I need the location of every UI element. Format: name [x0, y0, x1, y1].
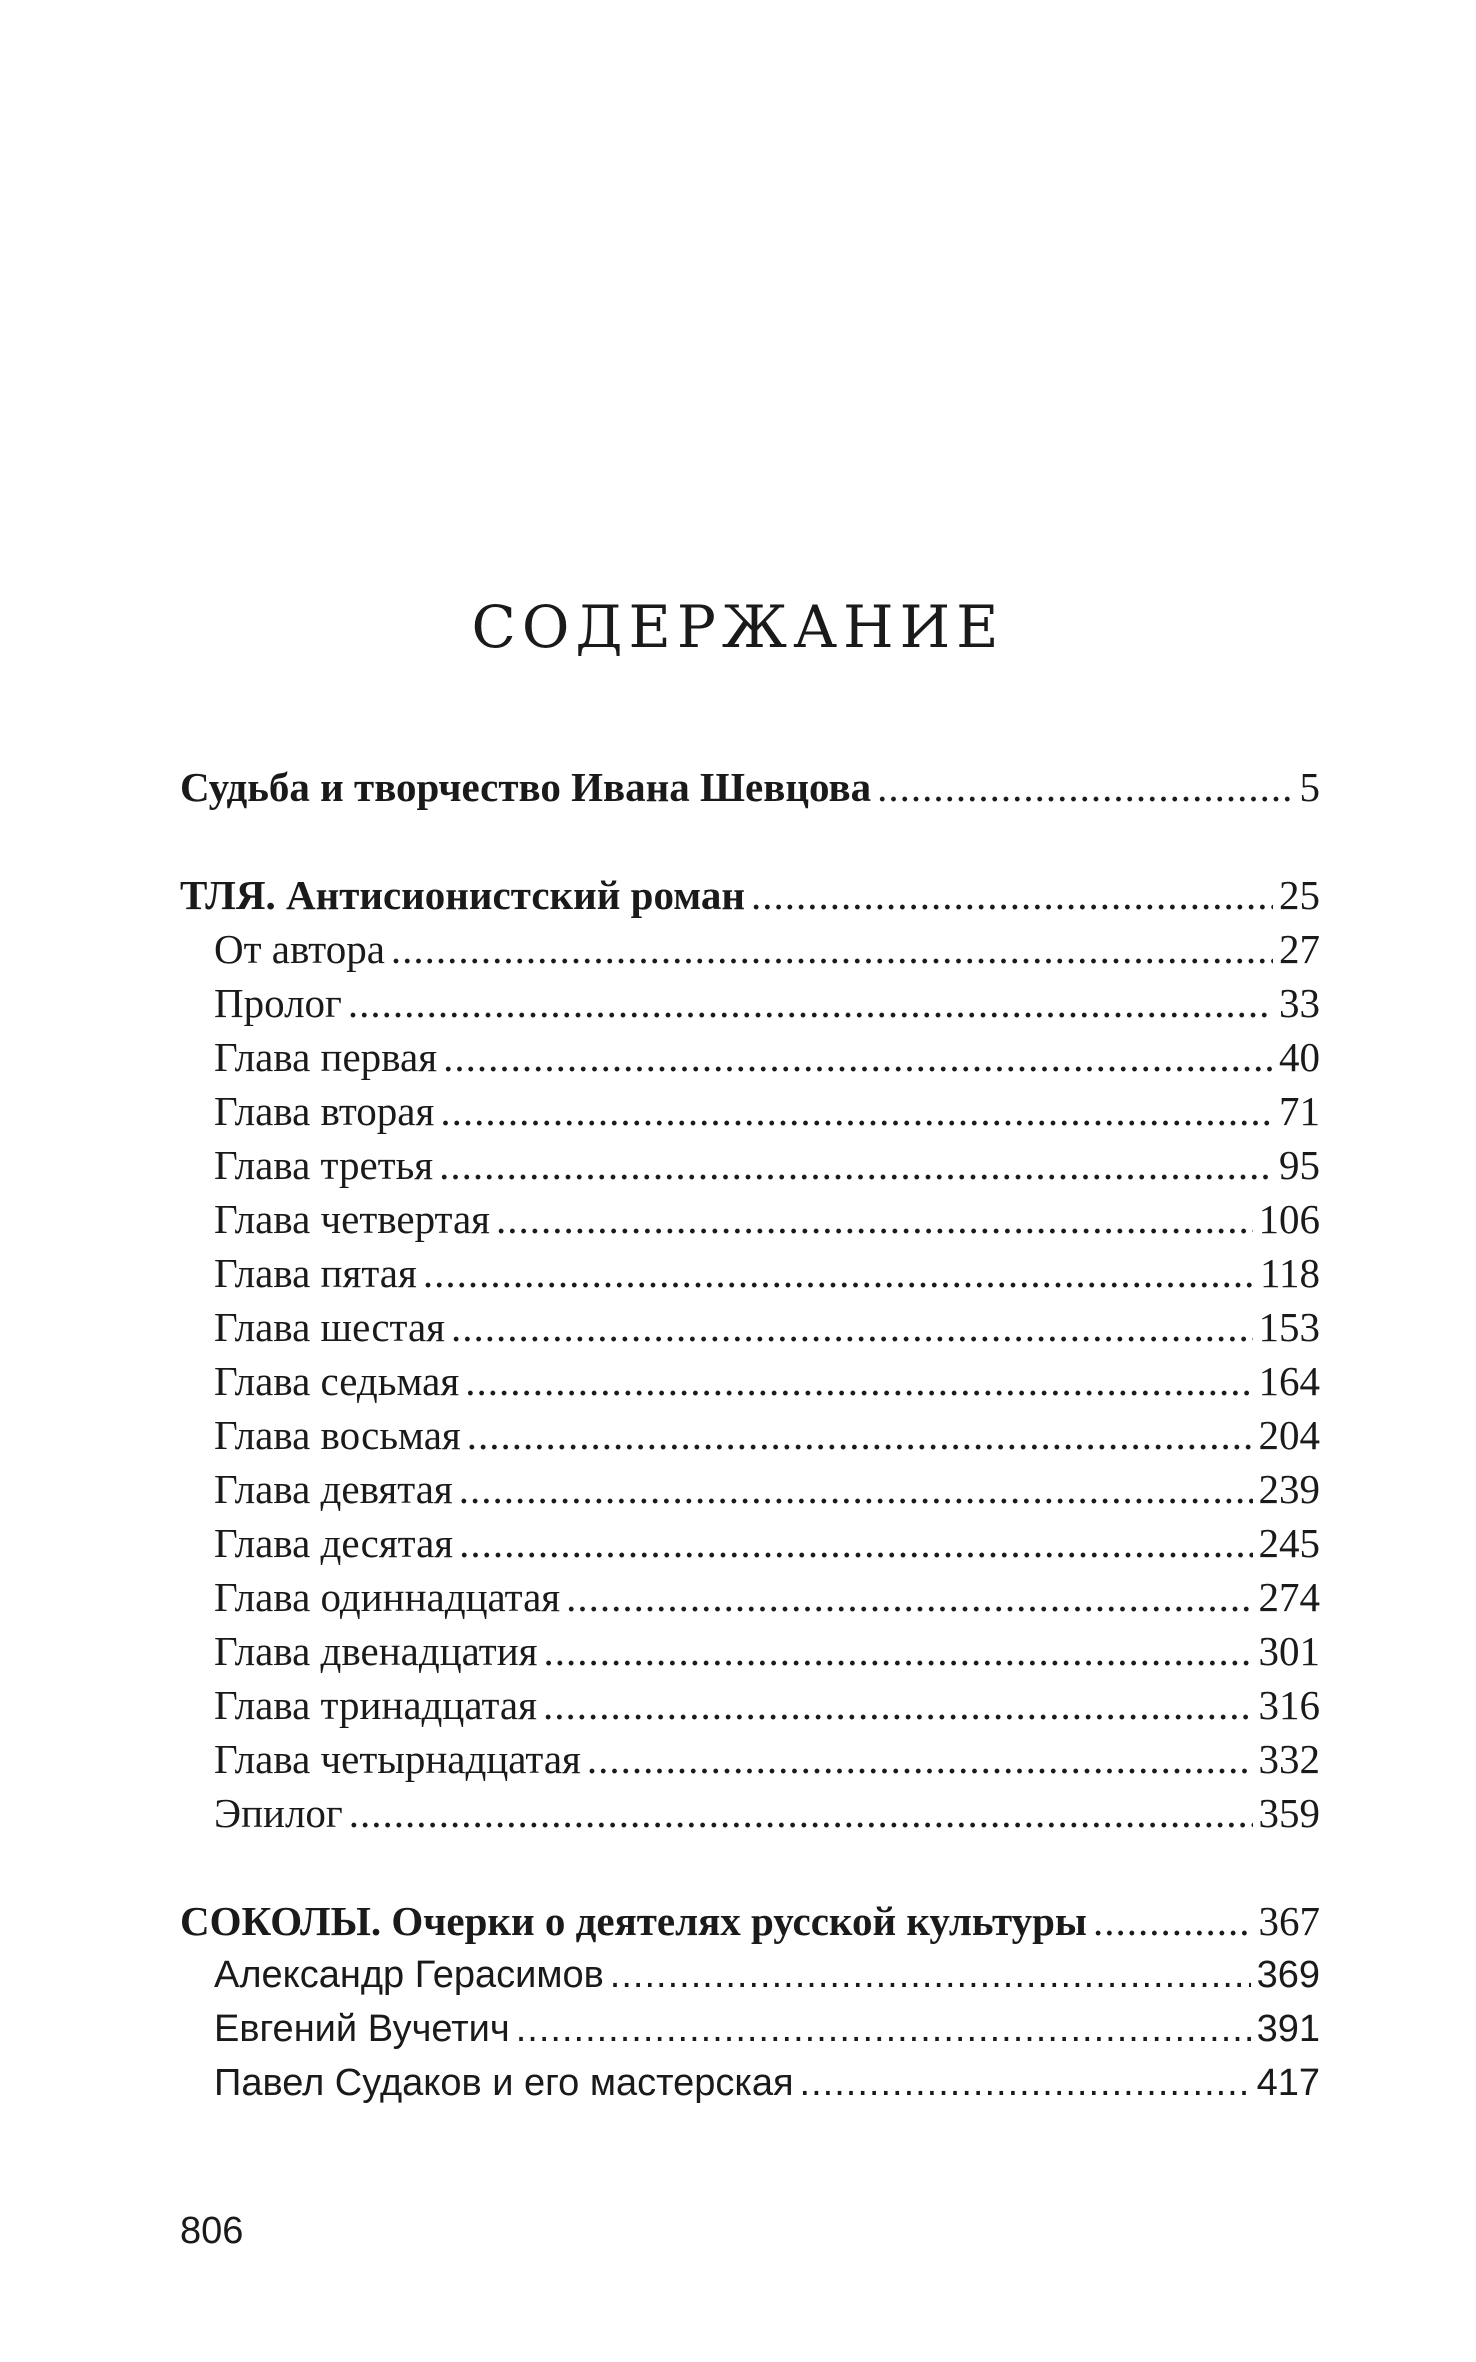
toc-sub-entry[interactable] — [180, 1786, 1320, 1840]
entry-title: Эпилог — [214, 1790, 343, 1836]
entry-title: Судьба и творчество Ивана Шевцова — [180, 764, 872, 810]
toc-section — [180, 868, 1320, 1840]
entry-title: Глава пятая — [214, 1250, 417, 1296]
entry-title: ТЛЯ. Антисионистский роман — [180, 872, 745, 918]
toc-sub-entry[interactable] — [180, 1138, 1320, 1192]
toc-sub-entry[interactable] — [180, 1300, 1320, 1354]
entry-title: Евгений Вучетич — [214, 2008, 510, 2050]
page-number: 5 — [1299, 764, 1320, 810]
entry-title: Александр Герасимов — [214, 1954, 604, 1996]
toc-sub-entry[interactable] — [180, 1030, 1320, 1084]
entry-title: Глава тринадцатая — [214, 1682, 537, 1728]
toc-sub-entry[interactable] — [180, 1678, 1320, 1732]
dot-leader — [587, 1732, 1253, 1786]
page-number: 301 — [1258, 1628, 1320, 1674]
dot-leader — [443, 1030, 1273, 1084]
page-number: 204 — [1258, 1412, 1320, 1458]
entry-title: Глава вторая — [214, 1088, 435, 1134]
toc-section — [180, 760, 1320, 814]
toc-sub-entry[interactable] — [180, 1462, 1320, 1516]
dot-leader — [467, 1408, 1253, 1462]
dot-leader — [459, 1516, 1252, 1570]
toc-sub-entry[interactable] — [180, 2002, 1320, 2056]
entry-title: Глава девятая — [214, 1466, 453, 1512]
page-number: 391 — [1256, 2008, 1320, 2050]
toc-main-entry[interactable] — [180, 760, 1320, 814]
toc-sub-entry[interactable] — [180, 1192, 1320, 1246]
page-number: 417 — [1256, 2062, 1320, 2104]
toc-sub-entry[interactable] — [180, 1084, 1320, 1138]
page-number: 274 — [1258, 1574, 1320, 1620]
entry-title: Глава двенадцатия — [214, 1628, 538, 1674]
entry-title: Глава шестая — [214, 1304, 446, 1350]
page-number: 367 — [1258, 1898, 1320, 1944]
dot-leader — [516, 2002, 1251, 2056]
dot-leader — [566, 1570, 1252, 1624]
toc-sub-entry[interactable] — [180, 1732, 1320, 1786]
toc-sub-entry[interactable] — [180, 922, 1320, 976]
dot-leader — [544, 1624, 1253, 1678]
dot-leader — [459, 1462, 1253, 1516]
entry-title: От автора — [214, 926, 385, 972]
page-number: 164 — [1258, 1358, 1320, 1404]
entry-title: Пролог — [214, 980, 342, 1026]
dot-leader — [348, 976, 1273, 1030]
page-folio-number: 806 — [180, 2210, 244, 2252]
page-number: 239 — [1258, 1466, 1320, 1512]
dot-leader — [1093, 1894, 1253, 1948]
toc-sub-entry[interactable] — [180, 976, 1320, 1030]
dot-leader — [391, 922, 1273, 976]
page-number: 106 — [1258, 1196, 1320, 1242]
entry-title: Глава восьмая — [214, 1412, 461, 1458]
toc-sub-entry[interactable] — [180, 1624, 1320, 1678]
entry-title: Глава первая — [214, 1034, 438, 1080]
page-title: СОДЕРЖАНИЕ — [471, 592, 1005, 661]
dot-leader — [543, 1678, 1253, 1732]
page-number: 245 — [1258, 1520, 1320, 1566]
page-number: 40 — [1279, 1034, 1320, 1080]
dot-leader — [496, 1192, 1252, 1246]
dot-leader — [800, 2056, 1251, 2110]
dot-leader — [440, 1084, 1273, 1138]
entry-title: Глава четвертая — [214, 1196, 491, 1242]
toc-main-entry[interactable] — [180, 1894, 1320, 1948]
entry-title: Глава одиннадцатая — [214, 1574, 561, 1620]
entry-title: Глава десятая — [214, 1520, 454, 1566]
toc-sub-entry[interactable] — [180, 1948, 1320, 2002]
dot-leader — [465, 1354, 1252, 1408]
page-number: 369 — [1256, 1954, 1320, 1996]
dot-leader — [349, 1786, 1253, 1840]
page-number: 316 — [1258, 1682, 1320, 1728]
toc-sub-entry[interactable] — [180, 1570, 1320, 1624]
entry-title: СОКОЛЫ. Очерки о деятелях русской культуры — [180, 1898, 1087, 1944]
page-number: 71 — [1279, 1088, 1320, 1134]
entry-title: Глава третья — [214, 1142, 434, 1188]
page-number: 118 — [1260, 1250, 1320, 1296]
dot-leader — [751, 868, 1273, 922]
toc-sub-entry[interactable] — [180, 1516, 1320, 1570]
dot-leader — [451, 1300, 1252, 1354]
table-of-contents — [180, 760, 1320, 2110]
page-number: 27 — [1279, 926, 1320, 972]
toc-section — [180, 1894, 1320, 2110]
dot-leader — [610, 1948, 1251, 2002]
entry-title: Глава седьмая — [214, 1358, 460, 1404]
page-number: 153 — [1258, 1304, 1320, 1350]
page-number: 332 — [1258, 1736, 1320, 1782]
entry-title: Павел Судаков и его мастерская — [214, 2062, 794, 2104]
entry-title: Глава четырнадцатая — [214, 1736, 581, 1782]
toc-main-entry[interactable] — [180, 868, 1320, 922]
page-number: 25 — [1279, 872, 1320, 918]
toc-sub-entry[interactable] — [180, 2056, 1320, 2110]
dot-leader — [877, 760, 1293, 814]
dot-leader — [439, 1138, 1273, 1192]
page-number: 33 — [1279, 980, 1320, 1026]
toc-sub-entry[interactable] — [180, 1408, 1320, 1462]
toc-sub-entry[interactable] — [180, 1246, 1320, 1300]
page-number: 95 — [1279, 1142, 1320, 1188]
toc-sub-entry[interactable] — [180, 1354, 1320, 1408]
page-number: 359 — [1258, 1790, 1320, 1836]
dot-leader — [423, 1246, 1254, 1300]
